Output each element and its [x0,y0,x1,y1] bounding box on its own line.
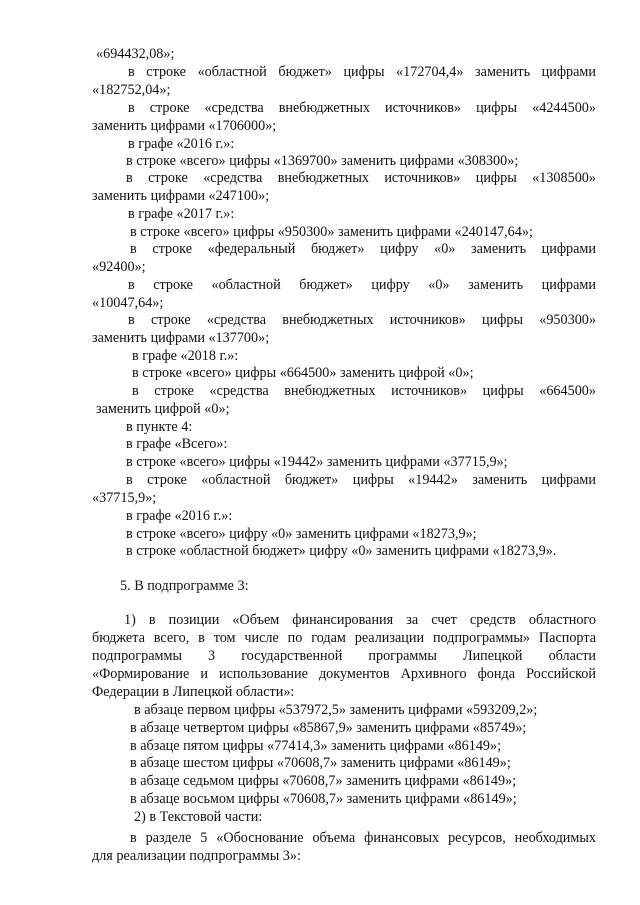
text-line: в абзаце четвертом цифры «85867,9» заменить цифрами «85749»; [130,720,527,736]
text-line: в строке «средства внебюджетных источников» цифры «4244500» [128,100,596,116]
text-line: в графе «Всего»: [126,436,228,452]
text-line: подпрограммы 3 государственной программы Липецкой области [92,648,596,664]
text-line: «182752,04»; [92,82,171,98]
text-line: «694432,08»; [96,46,175,62]
text-line: заменить цифрами «247100»; [92,188,270,204]
text-line: в абзаце седьмом цифры «70608,7» заменить цифрами «86149»; [130,773,517,789]
text-line: в абзаце пятом цифры «77414,3» заменить цифрами «86149»; [130,738,502,754]
text-line: заменить цифрами «137700»; [92,330,270,346]
text-line: в строке «областной бюджет» цифры «172704,4» заменить цифрами [128,64,596,80]
text-line: в пункте 4: [126,419,193,435]
text-line: в строке «средства внебюджетных источников» цифры «664500» [132,383,596,399]
text-line: в строке «областной бюджет» цифру «0» заменить цифрами «18273,9». [126,543,557,559]
text-line: в разделе 5 «Обоснование объема финансовых ресурсов, необходимых [130,830,596,846]
text-line: в строке «средства внебюджетных источников» цифры «1308500» [126,170,596,186]
text-line: в графе «2016 г.»: [128,136,235,152]
text-line: бюджета всего, в том числе по годам реализации подпрограммы» Паспорта [92,630,596,646]
text-line: в абзаце первом цифры «537972,5» заменить цифрами «593209,2»; [134,702,538,718]
text-line: «Формирование и использование документов Архивного фонда Российской [92,666,596,682]
text-line: в абзаце восьмом цифры «70608,7» заменить цифрами «86149»; [130,791,517,807]
text-line: в строке «всего» цифры «950300» заменить цифрами «240147,64»; [130,224,533,240]
text-line: Федерации в Липецкой области»: [92,684,295,700]
text-line: 1) в позиции «Объем финансирования за счет средств областного [124,612,596,628]
text-line: заменить цифрами «1706000»; [92,118,277,134]
text-line: в строке «всего» цифры «1369700» заменить цифрами «308300»; [126,153,519,169]
text-line: заменить цифрой «0»; [96,401,230,417]
text-line: в абзаце шестом цифры «70608,7» заменить цифрами «86149»; [130,755,511,771]
text-line: для реализации подпрограммы 3»: [92,848,301,864]
text-line: «10047,64»; [92,295,164,311]
text-line: в строке «средства внебюджетных источников» цифры «950300» [128,312,596,328]
section-heading: 5. В подпрограмме 3: [120,578,249,594]
text-line: «92400»; [92,259,146,275]
text-line: в строке «федеральный бюджет» цифру «0» заменить цифрами [130,241,596,257]
text-line: в строке «областной бюджет» цифры «19442» заменить цифрами [126,472,596,488]
text-line: в строке «всего» цифры «19442» заменить цифрами «37715,9»; [126,454,508,470]
text-line: в графе «2016 г.»: [126,508,233,524]
text-line: в строке «всего» цифру «0» заменить цифрами «18273,9»; [126,526,477,542]
text-line: в строке «областной бюджет» цифру «0» заменить цифрами [128,277,596,293]
text-line: в графе «2018 г.»: [132,348,239,364]
text-line: в строке «всего» цифры «664500» заменить цифрой «0»; [132,365,474,381]
text-line: в графе «2017 г.»: [128,206,235,222]
text-line: 2) в Текстовой части: [134,809,263,825]
text-line: «37715,9»; [92,490,157,506]
